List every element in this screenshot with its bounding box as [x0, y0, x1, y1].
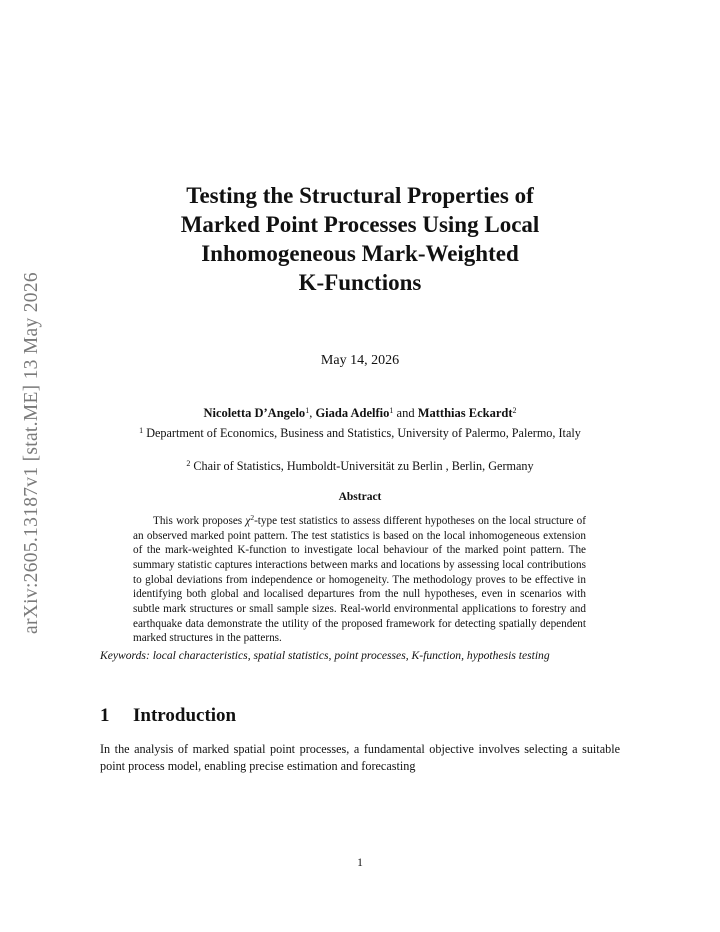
- title-line: Testing the Structural Properties of: [186, 183, 534, 208]
- introduction-paragraph: In the analysis of marked spatial point processes, a fundamental objective involves selecting a suitable point process model, enabling precise estimation and forecasting: [100, 742, 620, 773]
- abstract-text-rest: -type test statistics to assess different hypotheses on the local structure of an observed marked point pattern. The test statistics is based on the local inhomogeneous extension of the mark-weighted K-function to investigate local behaviour of the marked point pattern. The summary statistic captures interactions between marks and locations by assessing local contributions to global deviations from independence or homogeneity. The methodology proves to be effective in identifying both global and localised departures from the null hypotheses, even in scenarios with subtle mark structures or small sample sizes. Real-world environmental applications to forestry and earthquake data demonstrate the utility of the proposed framework for detecting spatially dependent marked structures in the patterns.: [133, 515, 587, 645]
- arxiv-identifier-stamp: arXiv:2605.13187v1 [stat.ME] 13 May 2026: [21, 272, 42, 634]
- section-heading-introduction: [100, 705, 236, 727]
- affiliation: [100, 458, 620, 474]
- author-affiliation-mark: 2: [512, 406, 517, 415]
- chi-exponent: 2: [250, 513, 255, 522]
- author-name: Matthias Eckardt: [417, 406, 513, 420]
- title-line: Inhomogeneous Mark-Weighted: [201, 241, 519, 266]
- author-affiliation-mark: 1: [305, 406, 310, 415]
- chi-symbol: χ: [245, 515, 251, 527]
- affiliation-text: Chair of Statistics, Humboldt-Universität zu Berlin , Berlin, Germany: [193, 459, 534, 473]
- section-title: Introduction: [133, 705, 237, 726]
- author-separator: and: [396, 406, 415, 420]
- page-number: 1: [357, 857, 363, 869]
- abstract-text-start: This work proposes: [153, 515, 246, 527]
- author-separator: ,: [309, 406, 313, 420]
- affiliation: [100, 425, 620, 441]
- paper-title: [100, 181, 620, 297]
- abstract-heading: Abstract: [338, 491, 382, 503]
- title-line: K-Functions: [298, 270, 422, 295]
- affiliation-text: Department of Economics, Business and Statistics, University of Palermo, Palermo, Italy: [146, 426, 581, 440]
- affiliation-number: 2: [186, 459, 191, 468]
- keywords: Keywords: local characteristics, spatial statistics, point processes, K-function, hypothesis testing: [100, 649, 550, 662]
- author-name: Giada Adelfio: [315, 406, 390, 420]
- author-list: [100, 405, 620, 421]
- author-affiliation-mark: 1: [389, 406, 394, 415]
- paper-date: May 14, 2026: [320, 353, 400, 368]
- author-name: Nicoletta D’Angelo: [203, 406, 306, 420]
- section-number: 1: [100, 705, 110, 726]
- title-line: Marked Point Processes Using Local: [180, 212, 540, 237]
- abstract-text: [133, 514, 586, 646]
- affiliation-number: 1: [139, 426, 144, 435]
